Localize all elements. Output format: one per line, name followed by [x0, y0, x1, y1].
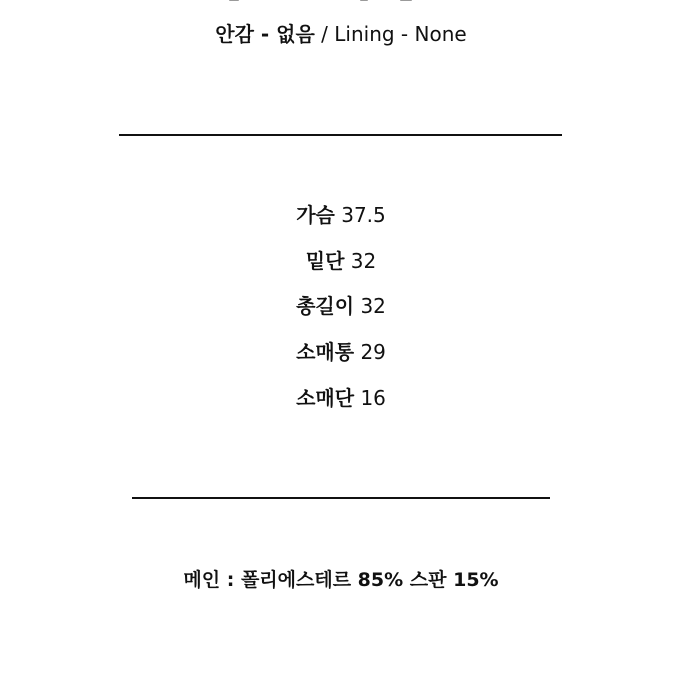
- measurement-value: 32: [350, 249, 377, 273]
- material-composition: 메인 : 폴리에스테르 85% 스판 15%: [183, 569, 499, 591]
- measurement-value: 16: [360, 386, 386, 410]
- lining-english: / Lining - None: [314, 22, 467, 46]
- measurement-row-total-length: [0, 292, 682, 320]
- measurement-label: 소매통: [296, 340, 355, 364]
- measurement-label: 밑단: [305, 249, 345, 273]
- measurement-label: 소매단: [296, 386, 355, 410]
- lining-separator: -: [253, 22, 277, 46]
- measurement-row-chest: [0, 201, 682, 229]
- divider-bottom: [132, 497, 550, 499]
- divider-top: [119, 134, 562, 136]
- measurement-value: 37.5: [341, 203, 386, 227]
- measurement-label: 총길이: [296, 294, 355, 318]
- measurement-value: 32: [360, 294, 386, 318]
- measurement-row-hem: [0, 247, 682, 275]
- lining-value-ko: 없음: [276, 22, 315, 46]
- measurement-row-sleeve-width: [0, 338, 682, 366]
- lining-info: [0, 20, 682, 48]
- lining-label-ko: 안감: [215, 22, 254, 46]
- measurement-row-sleeve-hem: [0, 384, 682, 412]
- measurement-label: 가슴: [296, 203, 335, 227]
- measurement-value: 29: [360, 340, 386, 364]
- cropped-previous-text: [0, 0, 682, 4]
